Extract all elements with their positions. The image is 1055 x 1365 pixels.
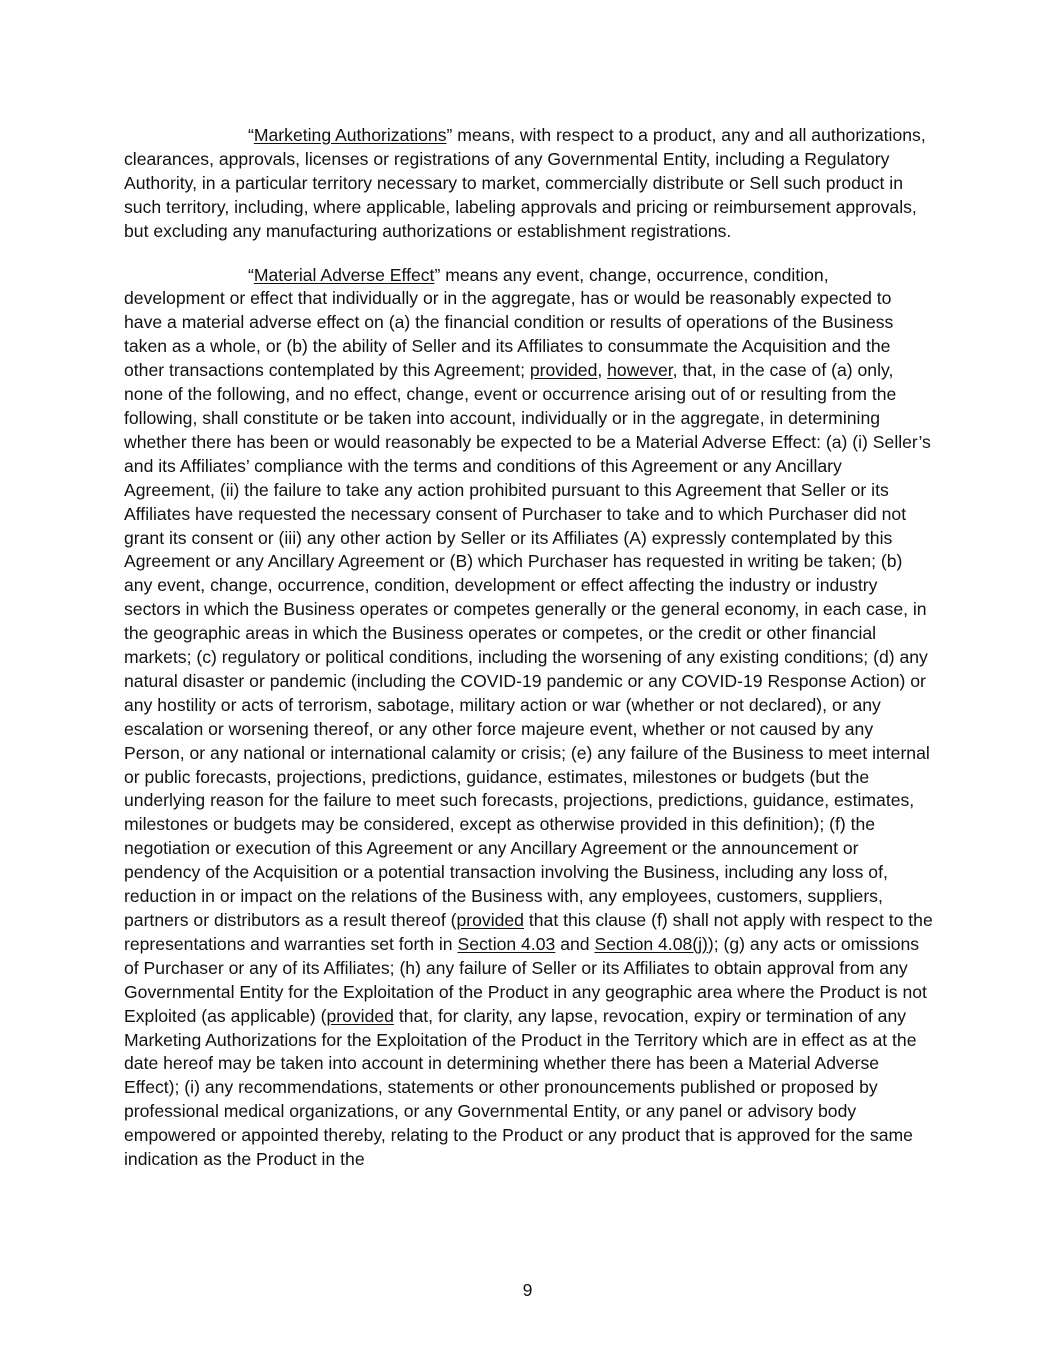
close-quote: ” [434, 264, 441, 285]
definition-text: and [555, 933, 595, 954]
open-quote: “ [248, 264, 254, 285]
defined-term: Marketing Authorizations [253, 125, 447, 145]
definition-text: , [597, 360, 608, 381]
underlined-proviso: however [607, 360, 673, 381]
definition-marketing-authorizations [124, 124, 934, 244]
definition-text: means, with respect to a product, any and all authorizations, clearances, approvals, licenses or registrations of any Governmental Entity, including a Regulatory Authority, in a particular territory necessary to market, commercially distribute or Sell such product in such territory, including, where applicable, labeling approvals and pricing or reimbursement approvals, but excluding any manufacturing authorizations or establishment registrations. [124, 125, 926, 241]
underlined-proviso: provided [326, 1005, 394, 1026]
definition-text: means any event, change, occurrence, condition, development or effect that individually or in the aggregate, has or would be reasonably expected to have a material adverse effect on (a) the financial condition or results of operations of the Business taken as a whole, or (b) the ability of Seller and its Affiliates to consummate the Acquisition and the other transactions contemplated by this Agreement; [124, 264, 894, 381]
definition-material-adverse-effect [124, 264, 934, 1172]
open-quote: “ [248, 125, 254, 145]
definition-text: ); (g) any acts or omissions of Purchaser or any of its Affiliates; (h) any failure of Seller or its Affiliates to obtain approval from any Governmental Entity for the Exploitation of the Product in any geographic area where the Product is not Exploited (as applicable) ( [124, 933, 927, 1026]
page-number: 9 [522, 1280, 533, 1300]
underlined-proviso: provided [529, 360, 598, 381]
underlined-proviso: provided [456, 910, 524, 930]
definition-text: that this clause (f) shall not apply with respect to the representations and warranties set forth in [124, 910, 933, 954]
definition-text: that, for clarity, any lapse, revocation, expiry or termination of any Marketing Authorizations for the Exploitation of the Product in the Territory which are in effect as at the date hereof may be taken into account in determining whether there has been a Material Adverse Effect); (i) any recommendations, statements or other pronouncements published or proposed by professional medical organizations, or any Governmental Entity, or any panel or advisory body empowered or appointed thereby, relating to the Product or any product that is approved for the same indication as the Product in the [124, 1005, 917, 1170]
section-cross-reference: Section 4.08(j) [594, 933, 708, 954]
section-cross-reference: Section 4.03 [457, 933, 556, 954]
definition-text: , that, in the case of (a) only, none of the following, and no effect, change, event or occurrence arising out of or resulting from the following, shall constitute or be taken into account, individually or in the aggregate, in determining whether there has been or would reasonably be expected to be a Material Adverse Effect: (a) (i) Seller’s and its Affiliates’ compliance with the terms and conditions of this Agreement or any Ancillary Agreement, (ii) the failure to take any action prohibited pursuant to this Agreement that Seller or its Affiliates have requested the necessary consent of Purchaser to take and to which Purchaser did not grant its consent or (iii) any other action by Seller or its Affiliates (A) expressly contemplated by this Agreement or any Ancillary Agreement or (B) which Purchaser has requested in writing be taken; (b) any event, change, occurrence, condition, development or effect affecting the industry or industry sectors in which the Business operates or competes generally or the general economy, in each case, in the geographic areas in which the Business operates or competes, or the credit or other financial markets; (c) regulatory or political conditions, including the worsening of any existing conditions; (d) any natural disaster or pandemic (including the COVID-19 pandemic or any COVID-19 Response Action) or any hostility or acts of terrorism, sabotage, military action or war (whether or not declared), or any escalation or worsening thereof, or any other force majeure event, whether or not caused by any Person, or any national or international calamity or crisis; (e) any failure of the Business to meet internal or public forecasts, projections, predictions, guidance, estimates, milestones or budgets (but the underlying reason for the failure to meet such forecasts, projections, predictions, guidance, estimates, milestones or budgets may be considered, except as otherwise provided in this definition); (f) the negotiation or execution of this Agreement or any Ancillary Agreement or the announcement or pendency of the Acquisition or a potential transaction involving the Business, including any loss of, reduction in or impact on the relations of the Business with, any employees, customers, suppliers, partners or distributors as a result thereof ( [124, 360, 931, 930]
defined-term: Material Adverse Effect [253, 264, 435, 285]
document-body [124, 124, 934, 1172]
close-quote: ” [446, 125, 453, 145]
